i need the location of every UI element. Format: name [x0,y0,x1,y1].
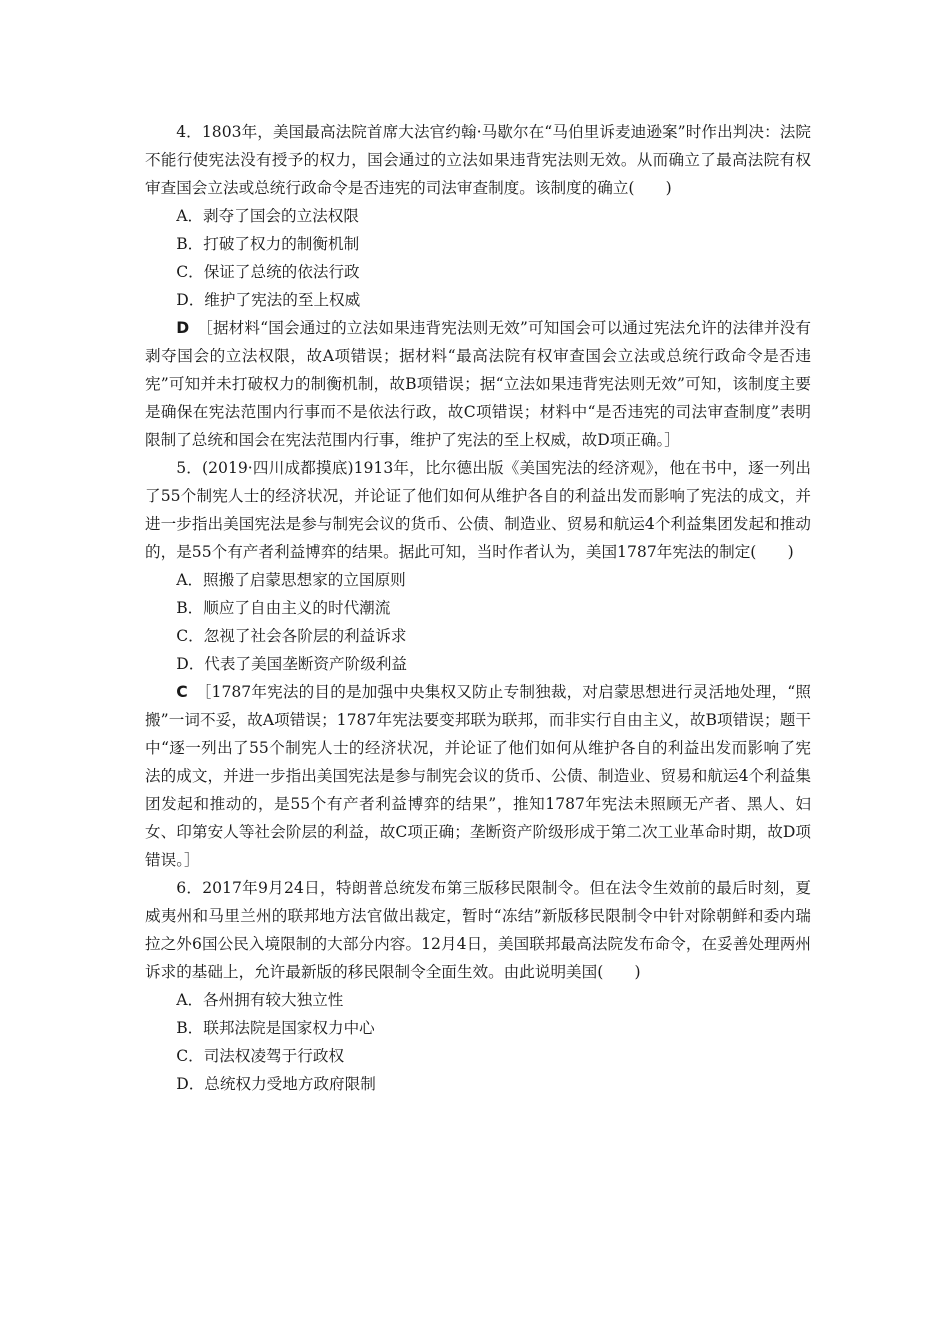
answer-explanation [145,678,811,874]
answer-explanation [145,314,811,454]
option-b: B．打破了权力的制衡机制 [176,235,360,253]
option-d: D．代表了美国垄断资产阶级利益 [176,655,408,673]
option-c: C．司法权凌驾于行政权 [176,1047,345,1065]
answer-letter: C [176,683,188,701]
option-d: D．维护了宪法的至上权威 [176,291,361,309]
document-page [145,118,811,1098]
option-c: C．保证了总统的依法行政 [176,263,360,281]
explanation-text: ［1787年宪法的目的是加强中央集权又防止专制独裁，对启蒙思想进行灵活地处理，“照搬”一词不妥，故A项错误；1787年宪法要变邦联为联邦，而非实行自由主义，故B项错误；题干中“逐一列出了55个制宪人士的经济状况，并论证了他们如何从维护各自的利益出发而影响了宪法的成文，并进一步指出美国宪法是参与制宪会议的货币、公债、制造业、贸易和航运4个利益集团发起和推动的，是55个有产者利益博弈的结果”，推知1787年宪法未照顾无产者、黑人、妇女、印第安人等社会阶层的利益，故C项正确；垄断资产阶级形成于第二次工业革命时期，故D项错误。］ [145,683,811,869]
option-a: A．各州拥有较大独立性 [176,991,344,1009]
question-stem: 4．1803年，美国最高法院首席大法官约翰·马歇尔在“马伯里诉麦迪逊案”时作出判决：法院不能行使宪法没有授予的权力，国会通过的立法如果违背宪法则无效。从而确立了最高法院有权审查国会立法或总统行政命令是否违宪的司法审查制度。该制度的确立( ) [145,123,811,197]
option-c: C．忽视了社会各阶层的利益诉求 [176,627,407,645]
explanation-text: ［据材料“国会通过的立法如果违背宪法则无效”可知国会可以通过宪法允许的法律并没有剥夺国会的立法权限，故A项错误；据材料“最高法院有权审查国会立法或总统行政命令是否违宪”可知并未打破权力的制衡机制，故B项错误；据“立法如果违背宪法则无效”可知，该制度主要是确保在宪法范围内行事而不是依法行政，故C项错误；材料中“是否违宪的司法审查制度”表明限制了总统和国会在宪法范围内行事，维护了宪法的至上权威，故D项正确。］ [145,319,811,449]
question-4 [145,118,811,454]
option-a: A．照搬了启蒙思想家的立国原则 [176,571,406,589]
option-d: D．总统权力受地方政府限制 [176,1075,376,1093]
option-b: B．顺应了自由主义的时代潮流 [176,599,391,617]
answer-letter: D [176,319,190,337]
question-5 [145,454,811,874]
question-stem: 6．2017年9月24日，特朗普总统发布第三版移民限制令。但在法令生效前的最后时刻，夏威夷州和马里兰州的联邦地方法官做出裁定，暂时“冻结”新版移民限制令中针对除朝鲜和委内瑞拉之外6国公民入境限制的大部分内容。12月4日，美国联邦最高法院发布命令，在妥善处理两州诉求的基础上，允许最新版的移民限制令全面生效。由此说明美国( ) [145,879,811,981]
question-6 [145,874,811,1098]
option-a: A．剥夺了国会的立法权限 [176,207,359,225]
option-b: B．联邦法院是国家权力中心 [176,1019,375,1037]
question-stem: 5．(2019·四川成都摸底)1913年，比尔德出版《美国宪法的经济观》，他在书中，逐一列出了55个制宪人士的经济状况，并论证了他们如何从维护各自的利益出发而影响了宪法的成文，并进一步指出美国宪法是参与制宪会议的货币、公债、制造业、贸易和航运4个利益集团发起和推动的，是55个有产者利益博弈的结果。据此可知，当时作者认为，美国1787年宪法的制定( ) [145,459,811,561]
